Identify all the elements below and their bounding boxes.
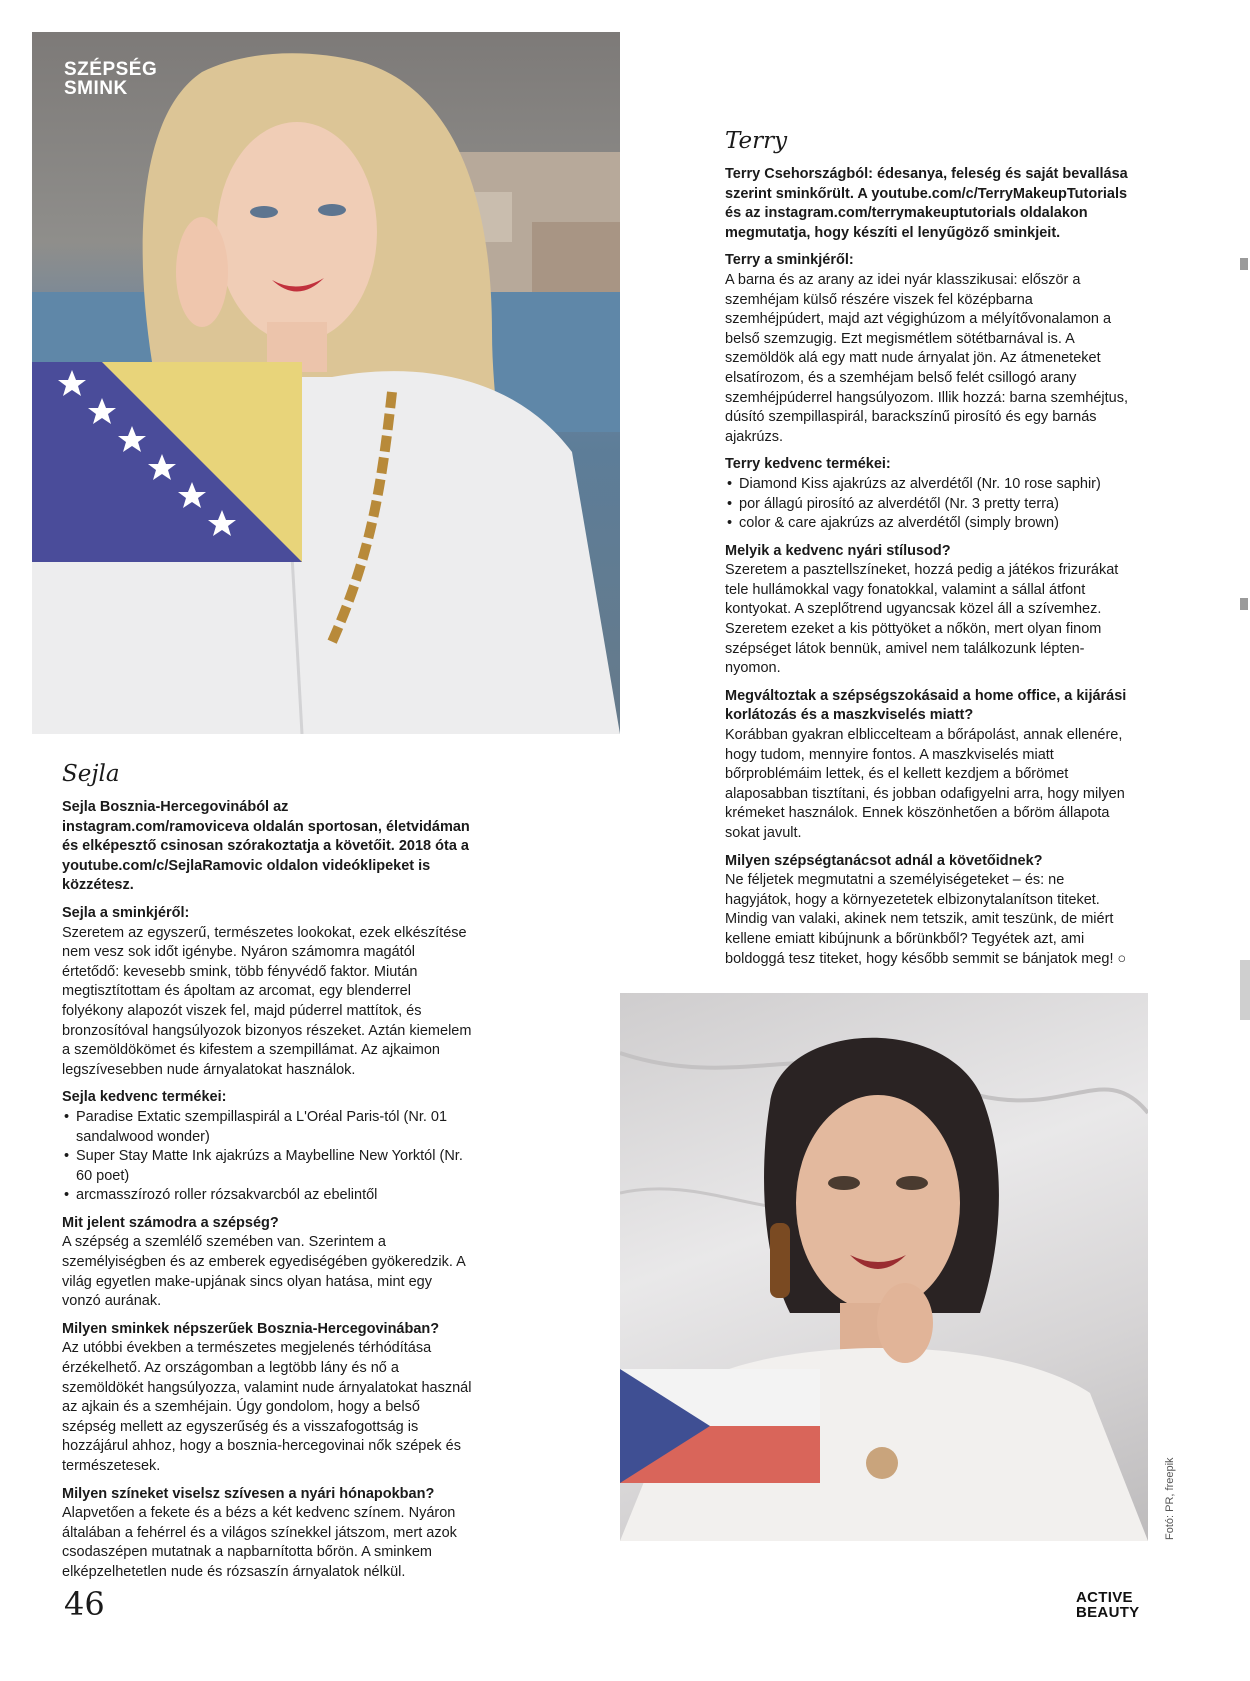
sejla-answer-1: Szeretem az egyszerű, természetes lookokat, ezek elkészítése nem vesz sok időt igénybe. Nyáron számomra magától értetődő: kevesebb smink, több fényvédő faktor. Miután megtisztítottam és ápoltam az arcomat, egy blenderrel folyékony alapozót viszek fel, majd púderrel mattítok, és bronzosítóval hangsúlyozok bizonyos részeket. Aztán kiemelem a szemöldökömet és kifestem a szempillámat. Az ajkaimon legszívesebben nude árnyalatokat használok. (62, 924, 472, 1078)
section-tag-line1: SZÉPSÉG (64, 59, 158, 80)
terry-answer-3: Szeretem a pasztellszíneket, hozzá pedig a játékos frizurákat tele hullámokkal vagy fonatokkal, valamint a sállal átfont kontyokat. A szeplőtrend ugyancsak közel áll a szívemhez. Szeretem ezeket a kis pöttyöket a nőkön, mert olyan finom szépséget látok bennük, amivel nem találkozunk lépten-nyomon. (725, 562, 1119, 677)
photo-sejla-illustration (32, 32, 620, 734)
list-item: • Diamond Kiss ajakrúzs az alverdétől (Nr. 10 rose saphir) (725, 475, 1130, 495)
list-item: • arcmasszírozó roller rózsakvarcból az ebelintől (62, 1186, 472, 1206)
terry-intro: Terry Csehországból: édesanya, feleség és saját bevallása szerint sminkőrült. A youtube.com/c/TerryMakeupTutorials és az instagram.com/terrymakeuptutorials oldalakon megmutatja, hogy készíti el lenyűgöző sminkjeit. (725, 166, 1128, 241)
sejla-answer-5: Alapvetően a fekete és a bézs a két kedvenc színem. Nyáron általában a fehérrel és a világos színekkel játszom, mert azok csodaszépen mutatnak a napbarnította bőrön. A sminkem elképzelhetetlen nude és rózsaszín árnyalatok nélkül. (62, 1505, 457, 1580)
article-terry (725, 127, 1130, 977)
sejla-answer-3: A szépség a szemlélő szemében van. Szerintem a személyiségben és az emberek egyediségében gyökeredzik. A világ egyetlen make-upjának sincs olyan hatása, mint egy vonzó aurának. (62, 1234, 466, 1310)
photo-sejla (32, 32, 620, 734)
list-item: • por állagú pirosító az alverdétől (Nr. 3 pretty terra) (725, 495, 1130, 515)
terry-answer-4: Korábban gyakran elbliccelteam a bőrápolást, annak ellenére, hogy tudom, mennyire fontos. A maszkviselés miatt bőrproblémáim lettek, és el kellett kezdjem a bőrömet alaposabban tisztítani, és jobban odafigyelni arra, hogy milyen krémeket használok. Ennek köszönhetően a bőröm állapota sokat javult. (725, 727, 1125, 841)
list-item: • Super Stay Matte Ink ajakrúzs a Maybelline New Yorktól (Nr. 60 poet) (62, 1147, 472, 1186)
edge-mark (1240, 598, 1248, 610)
sejla-products-list (62, 1108, 472, 1206)
terry-question-5: Milyen szépségtanácsot adnál a követőidnek? (725, 852, 1043, 869)
sejla-question-3: Mit jelent számodra a szépség? (62, 1214, 279, 1231)
terry-question-4: Megváltoztak a szépségszokásaid a home office, a kijárási korlátozás és a maszkviselés miatt? (725, 687, 1127, 724)
sejla-question-1: Sejla a sminkjéről: (62, 904, 190, 921)
list-item: • color & care ajakrúzs az alverdétől (simply brown) (725, 514, 1130, 534)
article-sejla (62, 760, 472, 1591)
terry-question-3: Melyik a kedvenc nyári stílusod? (725, 542, 951, 559)
name-terry: Terry (725, 128, 788, 154)
edge-mark (1240, 258, 1248, 270)
sejla-answer-4: Az utóbbi években a természetes megjelenés térhódítása érzékelhető. Az országomban a legtöbb lány és nő a szemöldökét hangsúlyozza, valamint nude árnyalatokat használ az ajkain és a szemhéjain. Úgy gondolom, hogy a belső szépség mellett az egyszerűség és a visszafogottság is hozzájárul ahhoz, hogy a bosznia-hercegovinai nők szépek és természetesek. (62, 1340, 472, 1474)
terry-answer-5: Ne féljetek megmutatni a személyiségeteket – és: ne hagyjátok, hogy a környezetetek elbizonytalanítson titeket. Mindig van valaki, akinek nem tetszik, amit teszünk, de miért kellene emiatt kibújnunk a bőrünkből? Tegyétek azt, ami boldoggá tesz titeket, hogy később semmit se bánjatok meg! ○ (725, 872, 1127, 967)
photo-credit: Fotó: PR, freepik (1164, 1457, 1176, 1540)
name-sejla: Sejla (62, 761, 120, 787)
edge-mark (1240, 960, 1250, 1020)
terry-answer-1: A barna és az arany az idei nyár klasszikusai: először a szemhéjam külső részére viszek fel középbarna szemhéjpúdert, majd azt végighúzom a mélyítővonalamon a belső szemzugig. Ezt megismétlem sötétbarnával is. A szemöldök alá egy matt nude árnyalat jön. Az átmeneteket elsatírozom, és a szemhéjam belső felét csillogó arany szemhéjpúderrel hangsúlyozom. Illik hozzá: barna szemhéjtus, dúsító szempillaspirál, barackszínű pirosító és egy barnás ajakrúzs. (725, 271, 1128, 445)
sejla-question-2: Sejla kedvenc termékei: (62, 1089, 227, 1106)
list-item: • Paradise Extatic szempillaspirál a L'Oréal Paris-tól (Nr. 01 sandalwood wonder) (62, 1108, 472, 1147)
terry-products-list (725, 475, 1130, 534)
page-number: 46 (64, 1585, 105, 1623)
photo-terry-illustration (620, 993, 1148, 1541)
brand-line1: ACTIVE (1076, 1589, 1133, 1606)
terry-question-1: Terry a sminkjéről: (725, 252, 854, 269)
section-tag-line2: SMINK (64, 78, 128, 99)
terry-question-2: Terry kedvenc termékei: (725, 456, 891, 473)
sejla-question-4: Milyen sminkek népszerűek Bosznia-Hercegovinában? (62, 1320, 440, 1337)
brand-logo (1076, 1590, 1139, 1620)
brand-line2: BEAUTY (1076, 1604, 1140, 1621)
sejla-question-5: Milyen színeket viselsz szívesen a nyári hónapokban? (62, 1485, 435, 1502)
photo-terry (620, 993, 1148, 1541)
sejla-intro: Sejla Bosznia-Hercegovinából az instagram.com/ramoviceva oldalán sportosan, életvidáman és elképesztő csinosan szórakoztatja a követőit. 2018 óta a youtube.com/c/SejlaRamovic oldalon videóklipeket is közzétesz. (62, 799, 470, 894)
section-tag (64, 60, 157, 98)
